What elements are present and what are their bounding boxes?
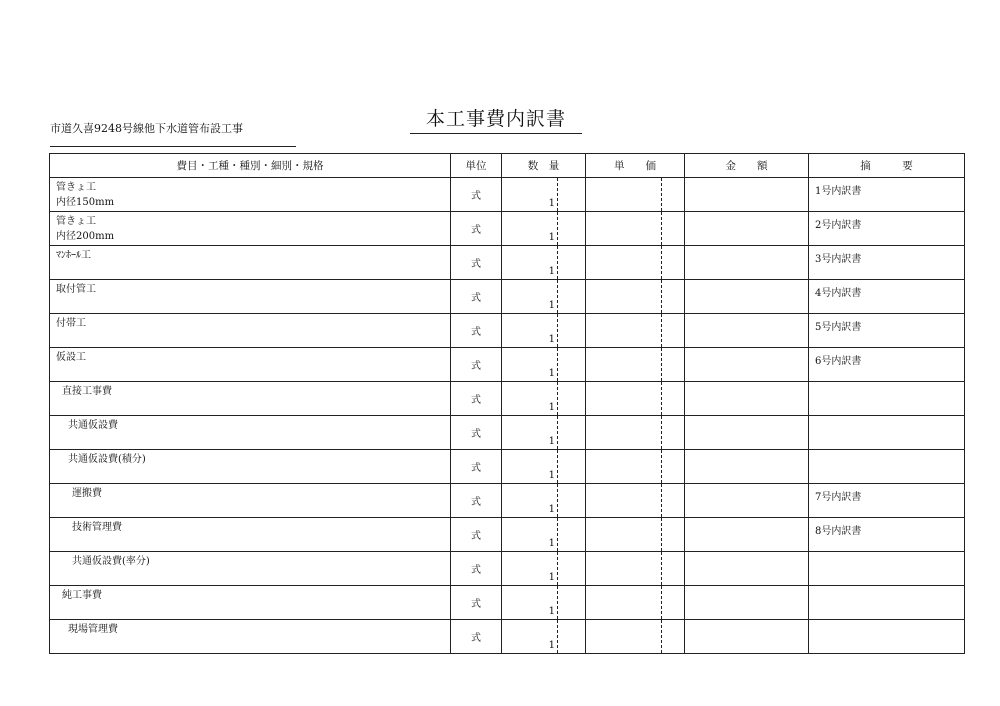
unit-cell: 式 [451, 280, 502, 314]
item-name-wrap [50, 212, 450, 244]
remark-text: 1号内訳書 [815, 186, 862, 197]
remark-text: 4号内訳書 [815, 288, 862, 299]
unit-cell: 式 [451, 416, 502, 450]
amount-cell [685, 314, 809, 348]
item-cell [50, 382, 451, 416]
item-name: 運搬費 [72, 488, 102, 499]
decimal-divider [557, 212, 558, 245]
quantity-value: 1 [548, 198, 555, 209]
item-name: 共通仮設費(積分) [68, 454, 146, 465]
unit-price-cell [586, 586, 685, 620]
item-name-wrap [50, 280, 450, 297]
unit-cell: 式 [451, 246, 502, 280]
item-spec: 内径200mm [56, 231, 115, 242]
decimal-divider [661, 348, 662, 381]
unit-price-cell [586, 518, 685, 552]
quantity-value: 1 [548, 334, 555, 345]
item-cell [50, 484, 451, 518]
remark-text [809, 620, 964, 624]
remark-text [809, 416, 964, 420]
quantity-value: 1 [548, 504, 555, 515]
project-name: 市道久喜9248号線他下水道管布設工事 [50, 122, 243, 135]
quantity-cell [502, 382, 586, 416]
header-unit: 単位 [451, 154, 502, 178]
quantity-value: 1 [548, 606, 555, 617]
table-row [50, 280, 965, 314]
quantity-cell [502, 620, 586, 654]
quantity-cell [502, 348, 586, 382]
remark-cell [809, 416, 965, 450]
decimal-divider [557, 586, 558, 619]
item-name-wrap [50, 518, 450, 535]
unit-cell: 式 [451, 586, 502, 620]
item-cell [50, 586, 451, 620]
decimal-divider [661, 212, 662, 245]
remark-cell [809, 212, 965, 246]
remark-text: 7号内訳書 [815, 492, 862, 503]
unit-price-cell [586, 348, 685, 382]
decimal-divider [557, 484, 558, 517]
decimal-divider [661, 518, 662, 551]
item-cell [50, 450, 451, 484]
document-title: 本工事費内訳書 [410, 104, 582, 134]
project-underline [50, 146, 296, 147]
item-name-wrap [50, 246, 450, 263]
quantity-cell [502, 484, 586, 518]
remark-cell [809, 382, 965, 416]
remark-cell [809, 314, 965, 348]
quantity-cell [502, 518, 586, 552]
breakdown-table [49, 153, 965, 654]
item-name-wrap [50, 348, 450, 365]
table-row [50, 518, 965, 552]
amount-cell [685, 280, 809, 314]
item-cell [50, 620, 451, 654]
decimal-divider [661, 382, 662, 415]
table-row [50, 484, 965, 518]
quantity-value: 1 [548, 572, 555, 583]
quantity-value: 1 [548, 436, 555, 447]
unit-cell: 式 [451, 178, 502, 212]
quantity-value: 1 [548, 300, 555, 311]
unit-price-cell [586, 246, 685, 280]
unit-price-cell [586, 212, 685, 246]
decimal-divider [557, 314, 558, 347]
decimal-divider [557, 518, 558, 551]
decimal-divider [557, 416, 558, 449]
table-row [50, 620, 965, 654]
amount-cell [685, 484, 809, 518]
header-unit-price: 単 価 [586, 154, 685, 178]
unit-price-cell [586, 416, 685, 450]
unit-cell: 式 [451, 552, 502, 586]
header-amount: 金 額 [685, 154, 809, 178]
quantity-value: 1 [548, 640, 555, 651]
decimal-divider [557, 246, 558, 279]
decimal-divider [661, 450, 662, 483]
remark-text [809, 586, 964, 590]
item-cell [50, 314, 451, 348]
amount-cell [685, 552, 809, 586]
table-row [50, 212, 965, 246]
table-row [50, 246, 965, 280]
amount-cell [685, 586, 809, 620]
remark-text [809, 552, 964, 556]
item-name: 直接工事費 [62, 386, 112, 397]
table-row [50, 552, 965, 586]
quantity-value: 1 [548, 538, 555, 549]
item-name: 共通仮設費 [68, 420, 118, 431]
amount-cell [685, 620, 809, 654]
unit-cell: 式 [451, 348, 502, 382]
quantity-value: 1 [548, 402, 555, 413]
unit-cell: 式 [451, 518, 502, 552]
unit-price-cell [586, 552, 685, 586]
remark-cell [809, 620, 965, 654]
unit-price-cell [586, 450, 685, 484]
table-row [50, 348, 965, 382]
remark-cell [809, 518, 965, 552]
unit-price-cell [586, 620, 685, 654]
item-cell [50, 246, 451, 280]
remark-text: 8号内訳書 [815, 526, 862, 537]
remark-text [809, 450, 964, 454]
header-remark: 摘 要 [809, 154, 965, 178]
quantity-value: 1 [548, 232, 555, 243]
quantity-cell [502, 212, 586, 246]
item-name-wrap [50, 314, 450, 331]
unit-price-cell [586, 178, 685, 212]
quantity-cell [502, 586, 586, 620]
remark-text [809, 382, 964, 386]
item-name: 現場管理費 [68, 624, 118, 635]
remark-cell [809, 484, 965, 518]
decimal-divider [557, 348, 558, 381]
unit-cell: 式 [451, 382, 502, 416]
unit-cell: 式 [451, 620, 502, 654]
decimal-divider [661, 280, 662, 313]
quantity-value: 1 [548, 266, 555, 277]
item-name: 取付管工 [56, 284, 96, 295]
decimal-divider [557, 178, 558, 211]
decimal-divider [661, 246, 662, 279]
decimal-divider [661, 620, 662, 653]
item-spec: 内径150mm [56, 197, 115, 208]
item-name-wrap [50, 484, 450, 501]
item-name: ﾏﾝﾎｰﾙ工 [56, 250, 91, 261]
remark-cell [809, 246, 965, 280]
remark-cell [809, 348, 965, 382]
item-name-wrap [50, 416, 450, 433]
table-row [50, 450, 965, 484]
decimal-divider [557, 450, 558, 483]
remark-cell [809, 552, 965, 586]
remark-cell [809, 450, 965, 484]
table-row [50, 178, 965, 212]
unit-cell: 式 [451, 484, 502, 518]
item-cell [50, 348, 451, 382]
remark-text: 5号内訳書 [815, 322, 862, 333]
amount-cell [685, 416, 809, 450]
item-name: 管きょ工 [56, 182, 96, 193]
item-name-wrap [50, 620, 450, 637]
header-row [50, 154, 965, 178]
decimal-divider [661, 416, 662, 449]
quantity-cell [502, 246, 586, 280]
item-name: 仮設工 [56, 352, 86, 363]
amount-cell [685, 212, 809, 246]
decimal-divider [661, 552, 662, 585]
table-row [50, 586, 965, 620]
item-name-wrap [50, 450, 450, 467]
item-name: 技術管理費 [72, 522, 122, 533]
remark-text: 6号内訳書 [815, 356, 862, 367]
unit-cell: 式 [451, 314, 502, 348]
amount-cell [685, 348, 809, 382]
quantity-value: 1 [548, 368, 555, 379]
item-cell [50, 552, 451, 586]
remark-text: 3号内訳書 [815, 254, 862, 265]
item-name: 管きょ工 [56, 216, 96, 227]
amount-cell [685, 450, 809, 484]
quantity-cell [502, 416, 586, 450]
item-cell [50, 416, 451, 450]
table-row [50, 382, 965, 416]
item-cell [50, 178, 451, 212]
item-cell [50, 212, 451, 246]
item-name: 共通仮設費(率分) [72, 556, 150, 567]
decimal-divider [557, 552, 558, 585]
quantity-cell [502, 450, 586, 484]
amount-cell [685, 518, 809, 552]
unit-price-cell [586, 280, 685, 314]
amount-cell [685, 178, 809, 212]
unit-cell: 式 [451, 450, 502, 484]
item-name: 純工事費 [62, 590, 102, 601]
quantity-cell [502, 552, 586, 586]
decimal-divider [557, 620, 558, 653]
table-row [50, 416, 965, 450]
quantity-cell [502, 280, 586, 314]
item-name-wrap [50, 178, 450, 210]
remark-text: 2号内訳書 [815, 220, 862, 231]
item-name-wrap [50, 586, 450, 603]
remark-cell [809, 280, 965, 314]
quantity-cell [502, 314, 586, 348]
unit-price-cell [586, 314, 685, 348]
amount-cell [685, 246, 809, 280]
item-name-wrap [50, 552, 450, 569]
decimal-divider [661, 586, 662, 619]
unit-cell: 式 [451, 212, 502, 246]
decimal-divider [557, 382, 558, 415]
remark-cell [809, 178, 965, 212]
quantity-cell [502, 178, 586, 212]
remark-cell [809, 586, 965, 620]
item-cell [50, 280, 451, 314]
item-cell [50, 518, 451, 552]
header-quantity: 数 量 [502, 154, 586, 178]
unit-price-cell [586, 382, 685, 416]
decimal-divider [661, 314, 662, 347]
decimal-divider [661, 178, 662, 211]
decimal-divider [557, 280, 558, 313]
amount-cell [685, 382, 809, 416]
table-row [50, 314, 965, 348]
header-item: 費目・工種・種別・細別・規格 [50, 154, 451, 178]
decimal-divider [661, 484, 662, 517]
item-name-wrap [50, 382, 450, 399]
item-name: 付帯工 [56, 318, 86, 329]
quantity-value: 1 [548, 470, 555, 481]
unit-price-cell [586, 484, 685, 518]
